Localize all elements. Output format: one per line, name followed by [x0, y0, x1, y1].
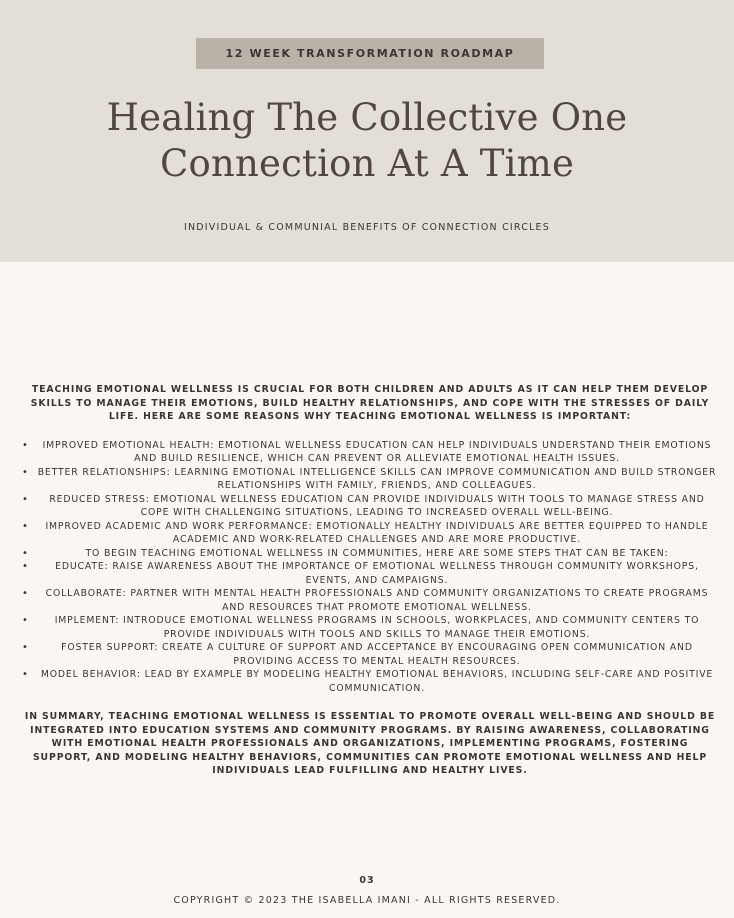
content-body — [22, 383, 718, 778]
list-item — [22, 587, 718, 614]
bullet-icon: • — [22, 669, 29, 680]
list-item — [22, 641, 718, 668]
list-item-text: IMPROVED EMOTIONAL HEALTH: EMOTIONAL WELLNESS EDUCATION CAN HELP INDIVIDUALS UNDERSTAND THEIR EMOTIONS AND BUILD RESILIENCE, WHICH CAN PREVENT OR ALLEVIATE EMOTIONAL HEALTH ISSUES. — [42, 439, 712, 464]
list-item — [22, 493, 718, 520]
header-banner — [0, 0, 734, 262]
list-item-text: EDUCATE: RAISE AWARENESS ABOUT THE IMPORTANCE OF EMOTIONAL WELLNESS THROUGH COMMUNITY WORKSHOPS, EVENTS, AND CAMPAIGNS. — [55, 561, 699, 586]
bullet-icon: • — [22, 642, 29, 653]
bullet-icon: • — [22, 493, 29, 505]
list-item-text: FOSTER SUPPORT: CREATE A CULTURE OF SUPPORT AND ACCEPTANCE BY ENCOURAGING OPEN COMMUNICATION AND PROVIDING ACCESS TO MENTAL HEALTH RESOURCES. — [61, 642, 693, 667]
list-item — [22, 466, 718, 493]
list-item-text: REDUCED STRESS: EMOTIONAL WELLNESS EDUCATION CAN PROVIDE INDIVIDUALS WITH TOOLS TO MANAGE STRESS AND COPE WITH CHALLENGING SITUATIONS, LEADING TO INCREASED OVERALL WELL-BEING. — [49, 493, 705, 518]
list-item-text: IMPROVED ACADEMIC AND WORK PERFORMANCE: EMOTIONALLY HEALTHY INDIVIDUALS ARE BETTER EQUIPPED TO HANDLE ACADEMIC AND WORK-RELATED CHALLENGES AND ARE MORE PRODUCTIVE. — [45, 520, 709, 545]
list-item — [22, 560, 718, 587]
title-line-2: Connection At A Time — [159, 142, 575, 185]
list-item-text: MODEL BEHAVIOR: LEAD BY EXAMPLE BY MODELING HEALTHY EMOTIONAL BEHAVIORS, INCLUDING SELF-CARE AND POSITIVE COMMUNICATION. — [40, 669, 714, 694]
list-item — [22, 547, 718, 561]
list-item — [22, 520, 718, 547]
copyright-text: COPYRIGHT © 2023 THE ISABELLA IMANI - ALL RIGHTS RESERVED. — [173, 895, 561, 906]
title-line-1: Healing The Collective One — [106, 96, 628, 139]
list-item-text: TO BEGIN TEACHING EMOTIONAL WELLNESS IN COMMUNITIES, HERE ARE SOME STEPS THAT CAN BE TAKEN: — [85, 547, 669, 559]
list-item — [22, 439, 718, 466]
intro-paragraph: TEACHING EMOTIONAL WELLNESS IS CRUCIAL FOR BOTH CHILDREN AND ADULTS AS IT CAN HELP THEM DEVELOP SKILLS TO MANAGE THEIR EMOTIONS, BUILD HEALTHY RELATIONSHIPS, AND COPE WITH THE STRESSES OF DAILY LIFE. HERE ARE SOME REASONS WHY TEACHING EMOTIONAL WELLNESS IS IMPORTANT: — [30, 384, 710, 422]
bullet-icon: • — [22, 520, 29, 532]
bullet-icon: • — [22, 547, 29, 559]
bullet-icon: • — [22, 588, 29, 599]
page-title — [40, 95, 694, 187]
list-item-text: IMPLEMENT: INTRODUCE EMOTIONAL WELLNESS PROGRAMS IN SCHOOLS, WORKPLACES, AND COMMUNITY CENTERS TO PROVIDE INDIVIDUALS WITH TOOLS AND SKILLS TO MANAGE THEIR EMOTIONS. — [54, 615, 700, 640]
list-item-text: BETTER RELATIONSHIPS: LEARNING EMOTIONAL INTELLIGENCE SKILLS CAN IMPROVE COMMUNICATION AND BUILD STRONGER RELATIONSHIPS WITH FAMILY, FRIENDS, AND COLLEAGUES. — [37, 466, 717, 491]
page-number: 03 — [359, 875, 375, 886]
list-item — [22, 668, 718, 695]
bullet-icon: • — [22, 439, 29, 451]
benefits-list — [22, 439, 718, 696]
roadmap-badge: 12 WEEK TRANSFORMATION ROADMAP — [196, 38, 544, 69]
page-subtitle: INDIVIDUAL & COMMUNIAL BENEFITS OF CONNECTION CIRCLES — [183, 222, 550, 233]
list-item-text: COLLABORATE: PARTNER WITH MENTAL HEALTH PROFESSIONALS AND COMMUNITY ORGANIZATIONS TO CREATE PROGRAMS AND RESOURCES THAT PROMOTE EMOTIONAL WELLNESS. — [45, 588, 709, 613]
bullet-icon: • — [22, 561, 29, 572]
bullet-icon: • — [22, 615, 29, 626]
bullet-icon: • — [22, 466, 29, 478]
list-item — [22, 614, 718, 641]
summary-paragraph: IN SUMMARY, TEACHING EMOTIONAL WELLNESS IS ESSENTIAL TO PROMOTE OVERALL WELL-BEING AND SHOULD BE INTEGRATED INTO EDUCATION SYSTEMS AND COMMUNITY PROGRAMS. BY RAISING AWARENESS, COLLABORATING WITH EMOTIONAL HEALTH PROFESSIONALS AND ORGANIZATIONS, IMPLEMENTING PROGRAMS, FOSTERING SUPPORT, AND MODELING HEALTHY BEHAVIORS, COMMUNITIES CAN PROMOTE EMOTIONAL WELLNESS AND HELP INDIVIDUALS LEAD FULFILLING AND HEALTHY LIVES. — [24, 711, 716, 776]
